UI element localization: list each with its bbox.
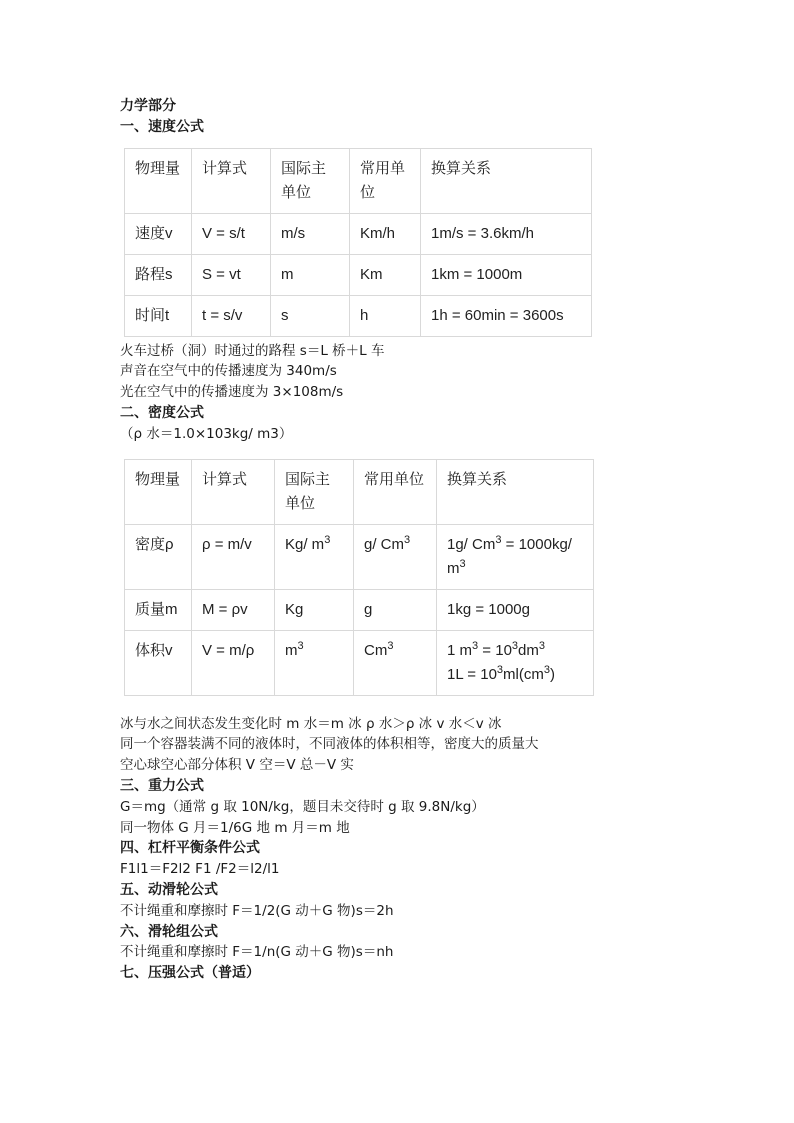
header-cell: 国际主单位 [271, 148, 350, 213]
table-row [125, 295, 592, 336]
table-cell: Kg [275, 589, 354, 630]
table-cell: Km/h [350, 213, 421, 254]
note-line: 同一个容器装满不同的液体时，不同液体的体积相等，密度大的质量大 [120, 736, 539, 753]
density-title: 二、密度公式 [120, 404, 204, 421]
pressure-title: 七、压强公式（普适） [120, 965, 260, 982]
section-heading: 力学部分 [120, 98, 176, 114]
exponent: 3 [496, 663, 504, 676]
header-cell: 常用单位 [354, 459, 437, 524]
table-row [125, 630, 594, 695]
gravity-line: G＝mg（通常 g 取 10N/kg，题目未交待时 g 取 9.8N/kg） [120, 798, 485, 815]
conversion-line [447, 663, 583, 687]
exponent: 3 [538, 639, 546, 652]
table-cell: Km [350, 254, 421, 295]
header-cell: 计算式 [192, 148, 271, 213]
table-cell: 路程s [125, 254, 192, 295]
unit-text: m [285, 641, 298, 659]
unit-text: Cm [364, 641, 388, 659]
note-line: 冰与水之间状态发生变化时 m 水＝m 冰 ρ 水＞ρ 冰 v 水＜v 冰 [120, 715, 502, 732]
table-cell: s [271, 295, 350, 336]
lever-title: 四、杠杆平衡条件公式 [120, 840, 260, 857]
exponent: 3 [387, 639, 394, 652]
table-cell: 1m/s = 3.6km/h [421, 213, 592, 254]
gravity-title: 三、重力公式 [120, 777, 204, 794]
table-cell: 质量m [125, 589, 192, 630]
table-cell: M = ρv [192, 589, 275, 630]
table-row [125, 213, 592, 254]
gravity-line: 同一物体 G 月＝1/6G 地 m 月＝m 地 [120, 819, 350, 836]
header-cell: 常用单位 [350, 148, 421, 213]
note-line: 声音在空气中的传播速度为 340m/s [120, 363, 337, 380]
conversion-line [447, 639, 583, 663]
table-cell: V = m/ρ [192, 630, 275, 695]
table-cell: 1km = 1000m [421, 254, 592, 295]
conversion-text: 1L = 10 [447, 665, 497, 683]
conversion-text: 1 m [447, 641, 473, 659]
table-cell: t = s/v [192, 295, 271, 336]
exponent: 3 [404, 533, 411, 546]
density-table [124, 459, 594, 696]
conversion-text: 1g/ Cm [447, 535, 496, 553]
table-cell [437, 524, 594, 589]
conversion-text: = 10 [478, 641, 512, 659]
table-cell: 体积v [125, 630, 192, 695]
exponent: 3 [543, 663, 550, 676]
exponent: 3 [472, 639, 479, 652]
exponent: 3 [511, 639, 519, 652]
table-cell: m/s [271, 213, 350, 254]
conversion-text: ) [550, 665, 555, 683]
conversion-text: = 1000kg/ m [447, 535, 572, 577]
table-cell: 密度ρ [125, 524, 192, 589]
exponent: 3 [297, 639, 304, 652]
header-cell: 物理量 [125, 459, 192, 524]
table-cell: S = vt [192, 254, 271, 295]
table-cell [354, 630, 437, 695]
table-cell [437, 630, 594, 695]
exponent: 3 [324, 533, 331, 546]
table-cell: ρ = m/v [192, 524, 275, 589]
conversion-text: ml(cm [503, 665, 544, 683]
unit-text: Kg/ m [285, 535, 325, 553]
table-row [125, 459, 594, 524]
note-line: 空心球空心部分体积 V 空＝V 总－V 实 [120, 757, 354, 774]
table-row [125, 254, 592, 295]
table-cell: 时间t [125, 295, 192, 336]
table-row [125, 524, 594, 589]
note-line: 光在空气中的传播速度为 3×108m/s [120, 384, 344, 401]
table-cell: h [350, 295, 421, 336]
speed-title: 一、速度公式 [120, 118, 204, 135]
note-line: 火车过桥（洞）时通过的路程 s＝L 桥＋L 车 [120, 342, 385, 359]
pulley-group-title: 六、滑轮组公式 [120, 923, 218, 940]
table-cell [275, 630, 354, 695]
table-cell: 速度v [125, 213, 192, 254]
header-cell: 换算关系 [421, 148, 592, 213]
speed-table [124, 148, 592, 337]
exponent: 3 [495, 533, 502, 546]
pulley-group-line: 不计绳重和摩擦时 F＝1/n(G 动＋G 物)s＝nh [120, 944, 394, 961]
table-cell [354, 524, 437, 589]
table-cell: 1h = 60min = 3600s [421, 295, 592, 336]
exponent: 3 [459, 557, 466, 570]
table-row [125, 148, 592, 213]
header-cell: 换算关系 [437, 459, 594, 524]
header-cell: 计算式 [192, 459, 275, 524]
table-row [125, 589, 594, 630]
unit-text: g/ Cm [364, 535, 405, 553]
pulley-line: 不计绳重和摩擦时 F＝1/2(G 动＋G 物)s＝2h [120, 902, 394, 919]
lever-line: F1l1＝F2l2 F1 /F2＝l2/l1 [120, 861, 280, 878]
table-cell: 1kg = 1000g [437, 589, 594, 630]
pulley-title: 五、动滑轮公式 [120, 881, 218, 898]
document-page [120, 96, 680, 984]
header-cell: 国际主单位 [275, 459, 354, 524]
header-cell: 物理量 [125, 148, 192, 213]
table-cell: V = s/t [192, 213, 271, 254]
conversion-text: dm [518, 641, 539, 659]
table-cell: g [354, 589, 437, 630]
table-cell: m [271, 254, 350, 295]
table-cell [275, 524, 354, 589]
density-note: （ρ 水＝1.0×103kg/ m3） [120, 425, 293, 442]
